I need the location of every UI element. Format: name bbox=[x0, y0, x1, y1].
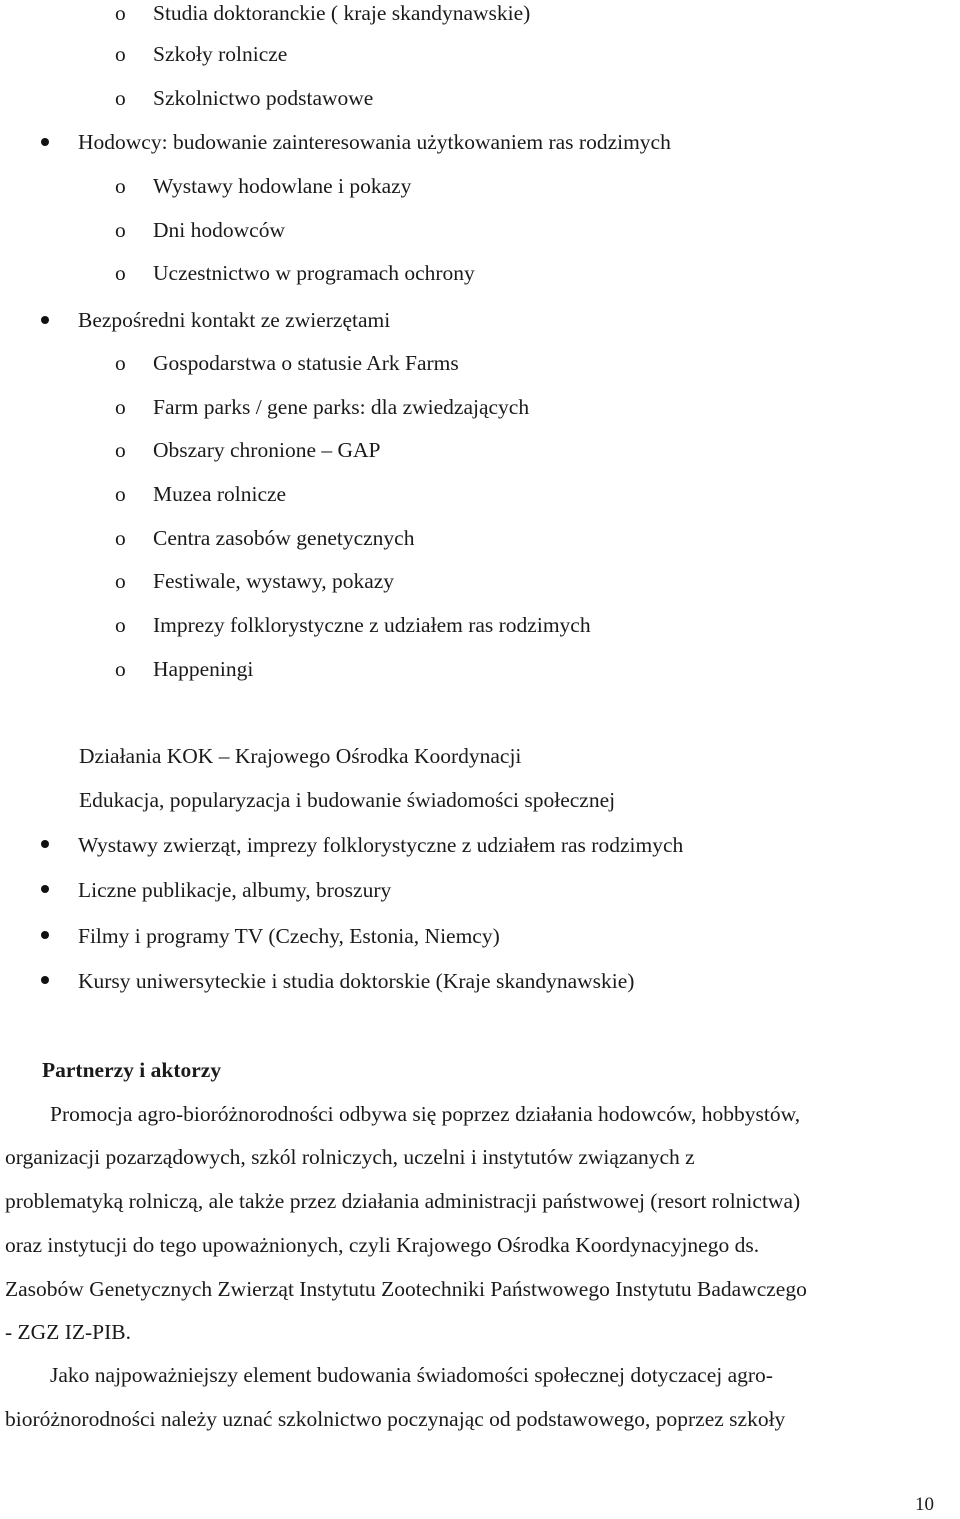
bullet-icon bbox=[41, 840, 49, 848]
bullet-icon bbox=[41, 316, 49, 324]
kok-subtitle: Edukacja, popularyzacja i budowanie świadomości społecznej bbox=[79, 788, 616, 812]
sublist-marker: o bbox=[115, 482, 126, 506]
paragraph-line: Promocja agro-bioróżnorodności odbywa się poprzez działania hodowców, hobbystów, bbox=[50, 1102, 801, 1126]
list-item: Centra zasobów genetycznych bbox=[153, 526, 415, 550]
sublist-marker: o bbox=[115, 86, 126, 110]
sublist-marker: o bbox=[115, 395, 126, 419]
sublist-marker: o bbox=[115, 261, 126, 285]
list-item-hodowcy: Hodowcy: budowanie zainteresowania użytkowaniem ras rodzimych bbox=[78, 130, 671, 154]
sublist-marker: o bbox=[115, 438, 126, 462]
list-item: Farm parks / gene parks: dla zwiedzających bbox=[153, 395, 530, 419]
page-number: 10 bbox=[915, 1494, 934, 1515]
list-item-kontakt: Bezpośredni kontakt ze zwierzętami bbox=[78, 308, 391, 332]
sublist-marker: o bbox=[115, 218, 126, 242]
list-item: Happeningi bbox=[153, 657, 254, 681]
kok-bullet-item: Liczne publikacje, albumy, broszury bbox=[78, 878, 392, 902]
list-item: Uczestnictwo w programach ochrony bbox=[153, 261, 475, 285]
list-item: Szkoły rolnicze bbox=[153, 42, 288, 66]
list-item: Imprezy folklorystyczne z udziałem ras rodzimych bbox=[153, 613, 591, 637]
list-item: Festiwale, wystawy, pokazy bbox=[153, 569, 395, 593]
paragraph-line: problematyką rolniczą, ale także przez działania administracji państwowej (resort rolnictwa) bbox=[5, 1189, 801, 1213]
list-item: Szkolnictwo podstawowe bbox=[153, 86, 374, 110]
list-item: Muzea rolnicze bbox=[153, 482, 287, 506]
bullet-icon bbox=[41, 885, 49, 893]
sublist-marker: o bbox=[115, 1, 126, 25]
paragraph-line: bioróżnorodności należy uznać szkolnictwo poczynając od podstawowego, poprzez szkoły bbox=[5, 1407, 786, 1431]
kok-bullet-item: Kursy uniwersyteckie i studia doktorskie (Kraje skandynawskie) bbox=[78, 969, 635, 993]
list-item: Wystawy hodowlane i pokazy bbox=[153, 174, 412, 198]
paragraph-line: Jako najpoważniejszy element budowania świadomości społecznej dotyczacej agro- bbox=[50, 1363, 773, 1387]
paragraph-line: oraz instytucji do tego upoważnionych, czyli Krajowego Ośrodka Koordynacyjnego ds. bbox=[5, 1233, 760, 1257]
paragraph-line: - ZGZ IZ-PIB. bbox=[5, 1320, 131, 1344]
bullet-icon bbox=[41, 976, 49, 984]
paragraph-line: organizacji pozarządowych, szkól rolniczych, uczelni i instytutów związanych z bbox=[5, 1145, 695, 1169]
sublist-marker: o bbox=[115, 657, 126, 681]
sublist-marker: o bbox=[115, 613, 126, 637]
kok-bullet-item: Wystawy zwierząt, imprezy folklorystyczne z udziałem ras rodzimych bbox=[78, 833, 684, 857]
list-item: Gospodarstwa o statusie Ark Farms bbox=[153, 351, 459, 375]
sublist-marker: o bbox=[115, 42, 126, 66]
partners-heading: Partnerzy i aktorzy bbox=[42, 1058, 222, 1082]
list-item: Studia doktoranckie ( kraje skandynawskie) bbox=[153, 1, 531, 25]
kok-title: Działania KOK – Krajowego Ośrodka Koordynacji bbox=[79, 744, 522, 768]
bullet-icon bbox=[41, 138, 49, 146]
kok-bullet-item: Filmy i programy TV (Czechy, Estonia, Niemcy) bbox=[78, 924, 500, 948]
paragraph-line: Zasobów Genetycznych Zwierząt Instytutu Zootechniki Państwowego Instytutu Badawczego bbox=[5, 1277, 807, 1301]
list-item: Dni hodowców bbox=[153, 218, 285, 242]
sublist-marker: o bbox=[115, 526, 126, 550]
list-item: Obszary chronione – GAP bbox=[153, 438, 381, 462]
sublist-marker: o bbox=[115, 174, 126, 198]
sublist-marker: o bbox=[115, 351, 126, 375]
sublist-marker: o bbox=[115, 569, 126, 593]
bullet-icon bbox=[41, 931, 49, 939]
